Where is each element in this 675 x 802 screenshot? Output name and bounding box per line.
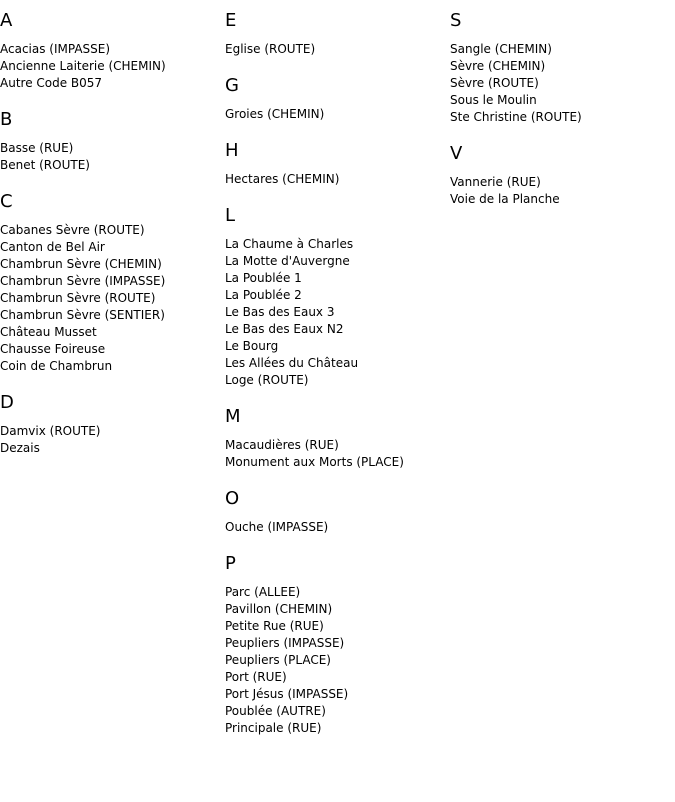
letter-heading: C <box>0 191 13 212</box>
letter-group-e <box>225 10 445 58</box>
letter-group-s <box>450 10 670 126</box>
street-link[interactable]: Macaudières (RUE) <box>225 438 339 452</box>
letter-group-h <box>225 140 445 188</box>
street-link[interactable]: Acacias (IMPASSE) <box>0 42 111 56</box>
letter-group-d <box>0 392 220 457</box>
street-link[interactable]: Chambrun Sèvre (SENTIER) <box>0 308 165 322</box>
letter-heading: O <box>225 488 240 509</box>
street-link[interactable]: Voie de la Planche <box>450 192 560 206</box>
street-link[interactable]: Le Bas des Eaux N2 <box>225 322 344 336</box>
letter-group-m <box>225 406 445 471</box>
street-link[interactable]: Chausse Foireuse <box>0 342 106 356</box>
street-list <box>0 41 220 92</box>
street-link[interactable]: Chambrun Sèvre (CHEMIN) <box>0 257 162 271</box>
street-link[interactable]: Château Musset <box>0 325 97 339</box>
street-list <box>225 236 445 389</box>
letter-heading: A <box>0 10 13 31</box>
letter-heading: S <box>450 10 462 31</box>
street-link[interactable]: Eglise (ROUTE) <box>225 42 316 56</box>
street-link[interactable]: Peupliers (IMPASSE) <box>225 636 345 650</box>
street-link[interactable]: Chambrun Sèvre (ROUTE) <box>0 291 156 305</box>
street-link[interactable]: Le Bourg <box>225 339 279 353</box>
street-list <box>0 140 220 174</box>
street-link[interactable]: Monument aux Morts (PLACE) <box>225 455 404 469</box>
letter-heading: G <box>225 75 239 96</box>
street-link[interactable]: Canton de Bel Air <box>0 240 105 254</box>
street-link[interactable]: Coin de Chambrun <box>0 359 113 373</box>
street-link[interactable]: Damvix (ROUTE) <box>0 424 101 438</box>
street-link[interactable]: La Poublée 1 <box>225 271 302 285</box>
street-link[interactable]: Poublée (AUTRE) <box>225 704 326 718</box>
street-link[interactable]: Ancienne Laiterie (CHEMIN) <box>0 59 166 73</box>
letter-heading: M <box>225 406 241 427</box>
street-link[interactable]: Benet (ROUTE) <box>0 158 90 172</box>
street-link[interactable]: Loge (ROUTE) <box>225 373 309 387</box>
street-link[interactable]: Vannerie (RUE) <box>450 175 541 189</box>
letter-group-v <box>450 143 670 208</box>
street-link[interactable]: Principale (RUE) <box>225 721 322 735</box>
letter-heading: V <box>450 143 463 164</box>
street-list <box>0 423 220 457</box>
street-link[interactable]: Le Bas des Eaux 3 <box>225 305 335 319</box>
street-list <box>0 222 220 375</box>
street-link[interactable]: La Motte d'Auvergne <box>225 254 350 268</box>
street-link[interactable]: Sous le Moulin <box>450 93 537 107</box>
street-link[interactable]: Parc (ALLEE) <box>225 585 301 599</box>
letter-heading: B <box>0 109 13 130</box>
street-column-2 <box>225 10 445 754</box>
letter-group-p <box>225 553 445 737</box>
letter-group-g <box>225 75 445 123</box>
street-link[interactable]: La Chaume à Charles <box>225 237 354 251</box>
street-link[interactable]: Ouche (IMPASSE) <box>225 520 329 534</box>
street-link[interactable]: Pavillon (CHEMIN) <box>225 602 333 616</box>
street-list <box>225 171 445 188</box>
street-link[interactable]: Groies (CHEMIN) <box>225 107 325 121</box>
street-list <box>225 41 445 58</box>
letter-heading: H <box>225 140 239 161</box>
street-list <box>450 41 670 126</box>
street-link[interactable]: Peupliers (PLACE) <box>225 653 331 667</box>
street-link[interactable]: Basse (RUE) <box>0 141 74 155</box>
letter-group-o <box>225 488 445 536</box>
letter-heading: L <box>225 205 236 226</box>
letter-heading: D <box>0 392 14 413</box>
letter-group-b <box>0 109 220 174</box>
street-link[interactable]: Chambrun Sèvre (IMPASSE) <box>0 274 166 288</box>
street-link[interactable]: Les Allées du Château <box>225 356 359 370</box>
street-link[interactable]: Cabanes Sèvre (ROUTE) <box>0 223 145 237</box>
street-link[interactable]: La Poublée 2 <box>225 288 302 302</box>
letter-group-a <box>0 10 220 92</box>
street-link[interactable]: Dezais <box>0 441 40 455</box>
street-link[interactable]: Port (RUE) <box>225 670 287 684</box>
street-column-1 <box>0 10 220 474</box>
street-link[interactable]: Ste Christine (ROUTE) <box>450 110 582 124</box>
letter-group-l <box>225 205 445 389</box>
letter-group-c <box>0 191 220 375</box>
street-list <box>450 174 670 208</box>
street-link[interactable]: Hectares (CHEMIN) <box>225 172 340 186</box>
street-link[interactable]: Sèvre (ROUTE) <box>450 76 539 90</box>
street-link[interactable]: Sèvre (CHEMIN) <box>450 59 546 73</box>
street-column-3 <box>450 10 670 225</box>
street-link[interactable]: Port Jésus (IMPASSE) <box>225 687 349 701</box>
street-list <box>225 519 445 536</box>
street-link[interactable]: Petite Rue (RUE) <box>225 619 324 633</box>
street-list <box>225 437 445 471</box>
street-list <box>225 584 445 737</box>
street-link[interactable]: Autre Code B057 <box>0 76 103 90</box>
street-list <box>225 106 445 123</box>
letter-heading: P <box>225 553 236 574</box>
street-link[interactable]: Sangle (CHEMIN) <box>450 42 552 56</box>
letter-heading: E <box>225 10 237 31</box>
